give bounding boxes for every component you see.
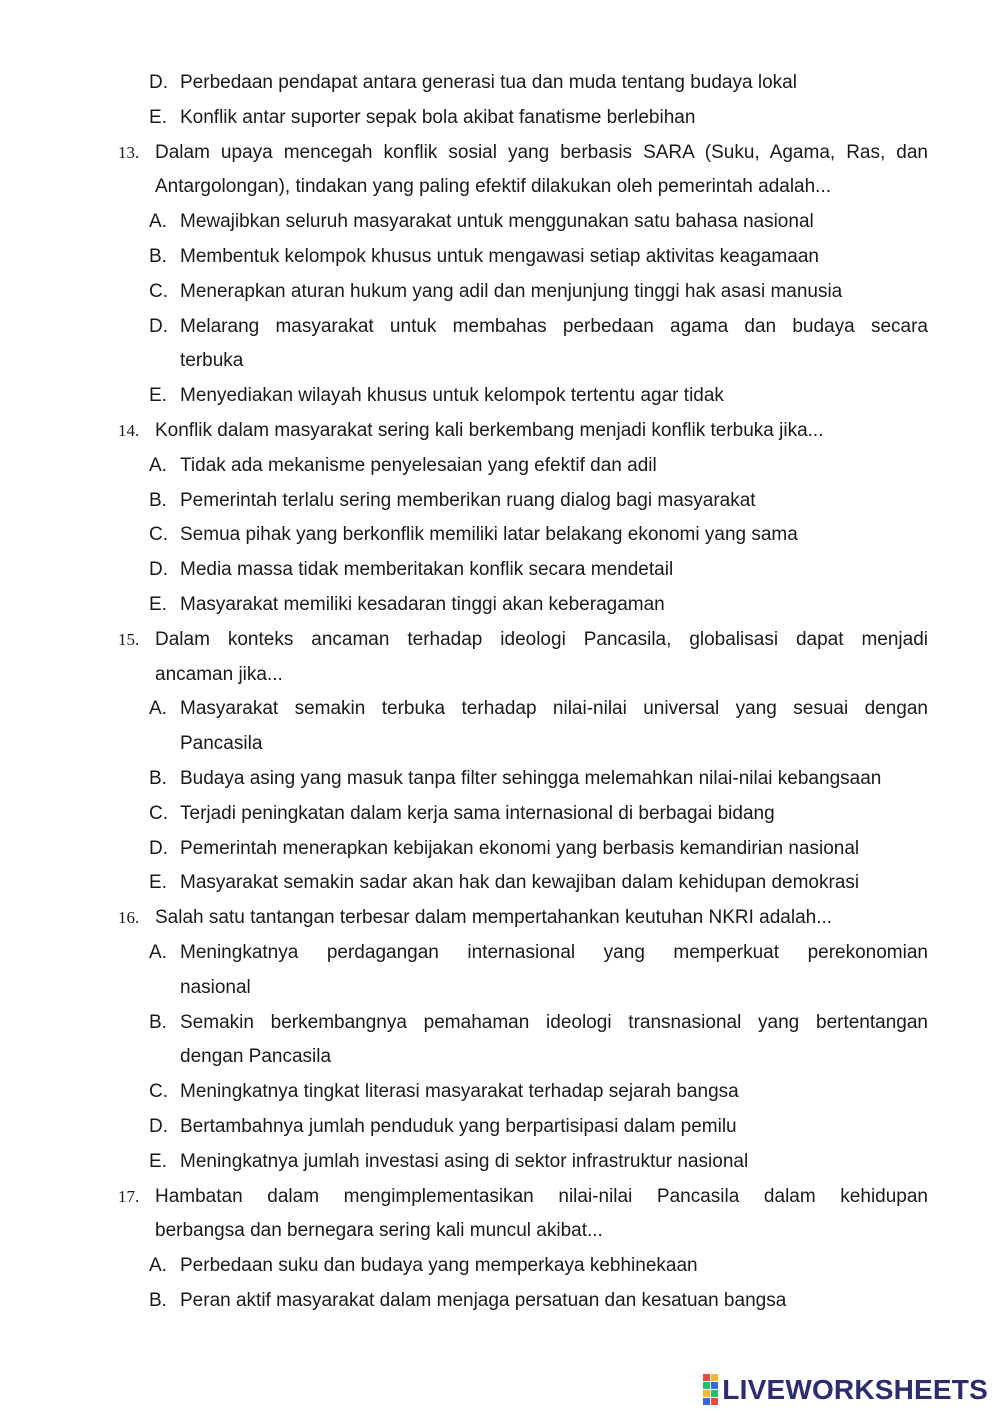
question-number: 14.: [118, 420, 140, 440]
option-line: [0, 866, 1000, 901]
question-number: 17.: [118, 1186, 140, 1206]
option-text: Membentuk kelompok khusus untuk mengawasi setiap aktivitas keagamaan: [180, 245, 819, 267]
option-text: Semakin berkembangnya pemahaman ideologi transnasional yang bertentangan: [180, 1011, 928, 1033]
option-letter: E.: [149, 106, 167, 128]
option-text: Masyarakat memiliki kesadaran tinggi akan keberagaman: [180, 593, 665, 615]
option-text: Media massa tidak memberitakan konflik secara mendetail: [180, 559, 674, 581]
continuation-line: [0, 170, 1000, 205]
option-line: [0, 1006, 1000, 1041]
option-line: [0, 379, 1000, 414]
option-text: Perbedaan suku dan budaya yang memperkaya kebhinekaan: [180, 1255, 698, 1277]
logo-square: [703, 1374, 710, 1381]
option-line: [0, 310, 1000, 345]
option-text: dengan Pancasila: [180, 1046, 332, 1068]
question-text: berbangsa dan bernegara sering kali muncul akibat...: [155, 1220, 603, 1242]
option-text: Pemerintah terlalu sering memberikan ruang dialog bagi masyarakat: [180, 489, 756, 511]
continuation-line: [0, 658, 1000, 693]
liveworksheets-logo-text: LIVEWORKSHEETS: [722, 1374, 988, 1405]
option-text: Bertambahnya jumlah penduduk yang berpartisipasi dalam pemilu: [180, 1115, 737, 1137]
option-line: [0, 484, 1000, 519]
question-text: ancaman jika...: [155, 663, 283, 685]
option-text: Mewajibkan seluruh masyarakat untuk menggunakan satu bahasa nasional: [180, 211, 814, 233]
option-line: [0, 832, 1000, 867]
option-text: Terjadi peningkatan dalam kerja sama internasional di berbagai bidang: [180, 802, 775, 824]
option-text: nasional: [180, 976, 251, 998]
option-line: [0, 936, 1000, 971]
question-line: [0, 623, 1000, 658]
option-text: Semua pihak yang berkonflik memiliki latar belakang ekonomi yang sama: [180, 524, 798, 546]
option-letter: B.: [149, 245, 167, 267]
option-text: Pancasila: [180, 733, 263, 755]
option-text: Meningkatnya tingkat literasi masyarakat terhadap sejarah bangsa: [180, 1081, 739, 1103]
question-line: [0, 1180, 1000, 1215]
option-letter: C.: [149, 802, 168, 824]
question-text: Dalam upaya mencegah konflik sosial yang berbasis SARA (Suku, Agama, Ras, dan: [155, 141, 928, 163]
option-letter: C.: [149, 1081, 168, 1103]
option-letter: B.: [149, 1011, 167, 1033]
continuation-line: [0, 727, 1000, 762]
logo-square: [711, 1398, 718, 1405]
continuation-line: [0, 1214, 1000, 1249]
option-text: Perbedaan pendapat antara generasi tua dan muda tentang budaya lokal: [180, 72, 797, 93]
option-letter: D.: [149, 1115, 168, 1137]
liveworksheets-logo[interactable]: [703, 1374, 988, 1406]
option-line: [0, 518, 1000, 553]
option-text: Melarang masyarakat untuk membahas perbedaan agama dan budaya secara: [180, 315, 928, 337]
option-line: [0, 1110, 1000, 1145]
option-letter: E.: [149, 593, 167, 615]
option-letter: A.: [149, 941, 167, 963]
option-line: [0, 449, 1000, 484]
question-number: 13.: [118, 142, 140, 162]
option-text: Meningkatnya perdagangan internasional yang memperkuat perekonomian: [180, 941, 928, 963]
option-letter: C.: [149, 280, 168, 302]
option-line: [0, 240, 1000, 275]
option-letter: E.: [149, 385, 167, 407]
option-line: [0, 1249, 1000, 1284]
option-text: Masyarakat semakin terbuka terhadap nilai-nilai universal yang sesuai dengan: [180, 698, 928, 720]
option-letter: B.: [149, 767, 167, 789]
option-letter: B.: [149, 489, 167, 511]
option-letter: D.: [149, 72, 168, 93]
option-line: [0, 275, 1000, 310]
option-text: Menerapkan aturan hukum yang adil dan menjunjung tinggi hak asasi manusia: [180, 280, 843, 302]
option-text: Masyarakat semakin sadar akan hak dan kewajiban dalam kehidupan demokrasi: [180, 872, 860, 894]
question-text: Salah satu tantangan terbesar dalam mempertahankan keutuhan NKRI adalah...: [155, 907, 833, 929]
option-line: [0, 588, 1000, 623]
option-text: Meningkatnya jumlah investasi asing di sektor infrastruktur nasional: [180, 1150, 749, 1172]
option-line: [0, 797, 1000, 832]
question-number: 16.: [118, 908, 140, 928]
liveworksheets-logo-icon: [703, 1374, 719, 1406]
question-number: 15.: [118, 629, 140, 649]
option-letter: D.: [149, 837, 168, 859]
option-letter: C.: [149, 524, 168, 546]
option-letter: D.: [149, 559, 168, 581]
logo-square: [711, 1390, 718, 1397]
worksheet-content: [0, 66, 1000, 1319]
logo-square: [703, 1382, 710, 1389]
question-line: [0, 136, 1000, 171]
option-text: Tidak ada mekanisme penyelesaian yang efektif dan adil: [180, 454, 657, 476]
continuation-line: [0, 344, 1000, 379]
option-letter: E.: [149, 872, 167, 894]
option-line: [0, 553, 1000, 588]
option-line: [0, 762, 1000, 797]
question-line: [0, 414, 1000, 449]
option-letter: A.: [149, 454, 167, 476]
logo-square: [703, 1390, 710, 1397]
continuation-line: [0, 1040, 1000, 1075]
option-text: Menyediakan wilayah khusus untuk kelompok tertentu agar tidak: [180, 385, 724, 407]
option-letter: B.: [149, 1289, 167, 1311]
option-line: [0, 692, 1000, 727]
question-text: Hambatan dalam mengimplementasikan nilai-nilai Pancasila dalam kehidupan: [155, 1185, 928, 1207]
option-letter: D.: [149, 315, 168, 337]
option-text: terbuka: [180, 350, 244, 372]
option-text: Pemerintah menerapkan kebijakan ekonomi yang berbasis kemandirian nasional: [180, 837, 860, 859]
option-text: Konflik antar suporter sepak bola akibat fanatisme berlebihan: [180, 106, 696, 128]
option-letter: E.: [149, 1150, 167, 1172]
logo-square: [703, 1398, 710, 1405]
question-line: [0, 901, 1000, 936]
option-text: Peran aktif masyarakat dalam menjaga persatuan dan kesatuan bangsa: [180, 1289, 787, 1311]
option-line: [0, 1075, 1000, 1110]
option-line: [0, 205, 1000, 240]
option-line: [0, 1284, 1000, 1319]
option-line: [0, 101, 1000, 136]
question-text: Antargolongan), tindakan yang paling efektif dilakukan oleh pemerintah adalah...: [155, 176, 832, 198]
continuation-line: [0, 971, 1000, 1006]
option-line: [0, 66, 1000, 101]
question-text: Dalam konteks ancaman terhadap ideologi Pancasila, globalisasi dapat menjadi: [155, 628, 928, 650]
option-text: Budaya asing yang masuk tanpa filter sehingga melemahkan nilai-nilai kebangsaan: [180, 767, 882, 789]
option-line: [0, 1145, 1000, 1180]
option-letter: A.: [149, 698, 167, 720]
logo-square: [711, 1382, 718, 1389]
question-text: Konflik dalam masyarakat sering kali berkembang menjadi konflik terbuka jika...: [155, 419, 824, 441]
option-letter: A.: [149, 1255, 167, 1277]
logo-square: [711, 1374, 718, 1381]
option-letter: A.: [149, 211, 167, 233]
